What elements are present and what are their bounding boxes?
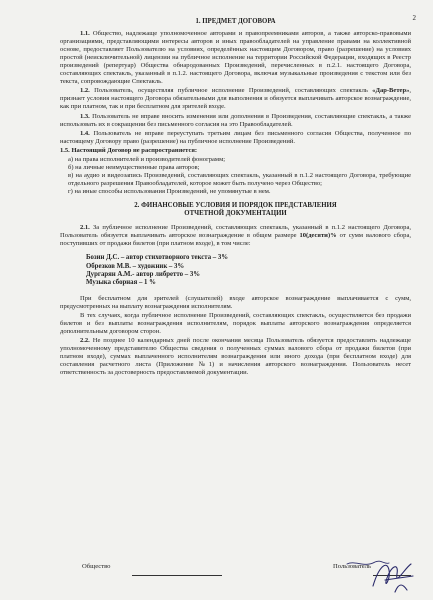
clause-number: 1.4. <box>80 129 90 137</box>
list-item: г) на иные способы использования Произведений, не упомянутые в нем. <box>68 187 271 195</box>
list-item: в) на аудио и видеозапись Произведений, составляющих спектакль, указанный в п.1.2 настоящего Договора, требующие отдельного разрешения Правообладателей, которое может быть получено через Общество; <box>68 171 411 187</box>
page-number: 2 <box>412 14 416 22</box>
clause-text: Общество, надлежаще уполномоченное авторами и правопреемниками авторов, а также авторско-правовыми организациями, представляющими интересы авторов и иных правообладателей на управление правами на коллективной основе, предоставляет Пользователю на условиях, определённых настоящим Договором, право (разрешение) на условиях простой (неисключительной) лицензии на публичное исполнение на территории Российской Федерации, входящих в Реестр произведений (репертуар) Общества обнародованных Произведений, перечисленных в п.2.1. настоящего Договора, составляющих спектакль, указанный в п.1.2. настоящего Договора, включая музыкальные произведения с текстом или без текста, сопровождающие Спектакль. <box>60 30 411 86</box>
clause-1-4 <box>60 130 411 146</box>
society-signature-label: Общество <box>82 563 111 570</box>
section-1-title: 1. ПРЕДМЕТ ДОГОВОРА <box>195 18 276 25</box>
clause-1-5-title: 1.5. Настоящий Договор не распространяется: <box>60 146 198 154</box>
royalty-list <box>86 254 411 288</box>
clause-text: Пользователь не вправе переуступать третьим лицам без письменного согласия Общества, полученное по настоящему Договору право (разрешение) на публичное исполнение Произведений. <box>60 129 411 145</box>
free-entry-paragraph: При бесплатном для зрителей (слушателей) входе авторское вознаграждение выплачивается с сумм, предусмотренных на выплату вознаграждения исполнителям. <box>60 294 411 310</box>
other-cases-paragraph: В тех случаях, когда публичное исполнение Произведений, составляющих спектакль, осуществляется без продажи билетов и без выплаты вознаграждения исполнителям, порядок выплаты авторского вознаграждения определяется дополнительным договором сторон. <box>60 311 411 336</box>
clause-number: 1.1. <box>80 30 90 38</box>
clause-text: Не позднее 10 календарных дней после окончания месяца Пользователь обязуется предоставлять надлежаще уполномоченному представителю Общества сведения о полученных суммах валового сбора от продажи билетов (при платном входе), суммах выплаченного исполнителям вознаграждения или иного дохода (при бесплатном входе) для составления расчетного листа (Приложение №1) и начисления авторского вознаграждения. Пользователь несет ответственность за достоверность предоставляемой документации. <box>60 337 411 377</box>
clause-text: от сумм валового сбора, поступивших от продажи билетов (при платном входе), в том числе: <box>60 232 411 248</box>
section-2-title-line1: 2. ФИНАНСОВЫЕ УСЛОВИЯ И ПОРЯДОК ПРЕДСТАВЛЕНИЯ <box>134 201 337 209</box>
section-2-title <box>60 202 411 218</box>
clause-1-2 <box>60 87 411 111</box>
clause-text: Пользователь не вправе вносить изменения или дополнения в Произведения, составляющие спектакль, а также использовать их в сокращении без письменного согласия на это Правообладателей. <box>60 112 411 128</box>
user-signature-label: Пользователь <box>332 563 371 570</box>
play-title: «Дар-Ветер» <box>372 87 410 95</box>
royalty-item: Музыка сборная – 1 % <box>86 279 156 287</box>
clause-number: 2.1. <box>80 224 90 232</box>
clause-1-3 <box>60 113 411 129</box>
ink-underline-icon <box>345 556 390 570</box>
list-item: а) на права исполнителей и производителей фонограмм; <box>68 155 226 163</box>
royalty-rate: 10(десяти)% <box>299 232 337 240</box>
clause-number: 1.2. <box>80 87 90 95</box>
society-signature-line <box>132 575 222 576</box>
clause-number: 2.2. <box>80 337 90 345</box>
royalty-item: Дургарян А.М.- автор либретто – 3% <box>86 271 201 279</box>
clause-text: Пользователь, осуществляя публичное исполнение Произведений, составляющих спектакль <box>89 87 373 95</box>
clause-2-1 <box>60 224 411 248</box>
royalty-item: Бозин Д.С. – автор стихотворного текста – 3% <box>86 254 229 262</box>
list-item: б) на личные неимущественные права авторов; <box>68 163 200 171</box>
clause-number: 1.3. <box>80 112 90 120</box>
clause-1-1 <box>60 30 411 86</box>
clause-2-2 <box>60 337 411 377</box>
clause-text: За публичное исполнение Произведений, составляющих спектакль, указанный в п.1.2 настоящего Договора, Пользователь обязуется выплачивать авторское вознаграждение в общем размере <box>60 224 411 240</box>
clause-text: , признает условия настоящего Договора обязательными для выполнения и обязуется выплачивать авторское вознаграждение, как при платном, так и при бесплатном для зрителей входе. <box>60 87 411 111</box>
royalty-item: Обрезков М.В. – художник – 3% <box>86 262 185 270</box>
exclusions-list <box>68 156 411 196</box>
section-2-title-line2: ОТЧЕТНОЙ ДОКУМЕНТАЦИИ <box>184 210 287 218</box>
